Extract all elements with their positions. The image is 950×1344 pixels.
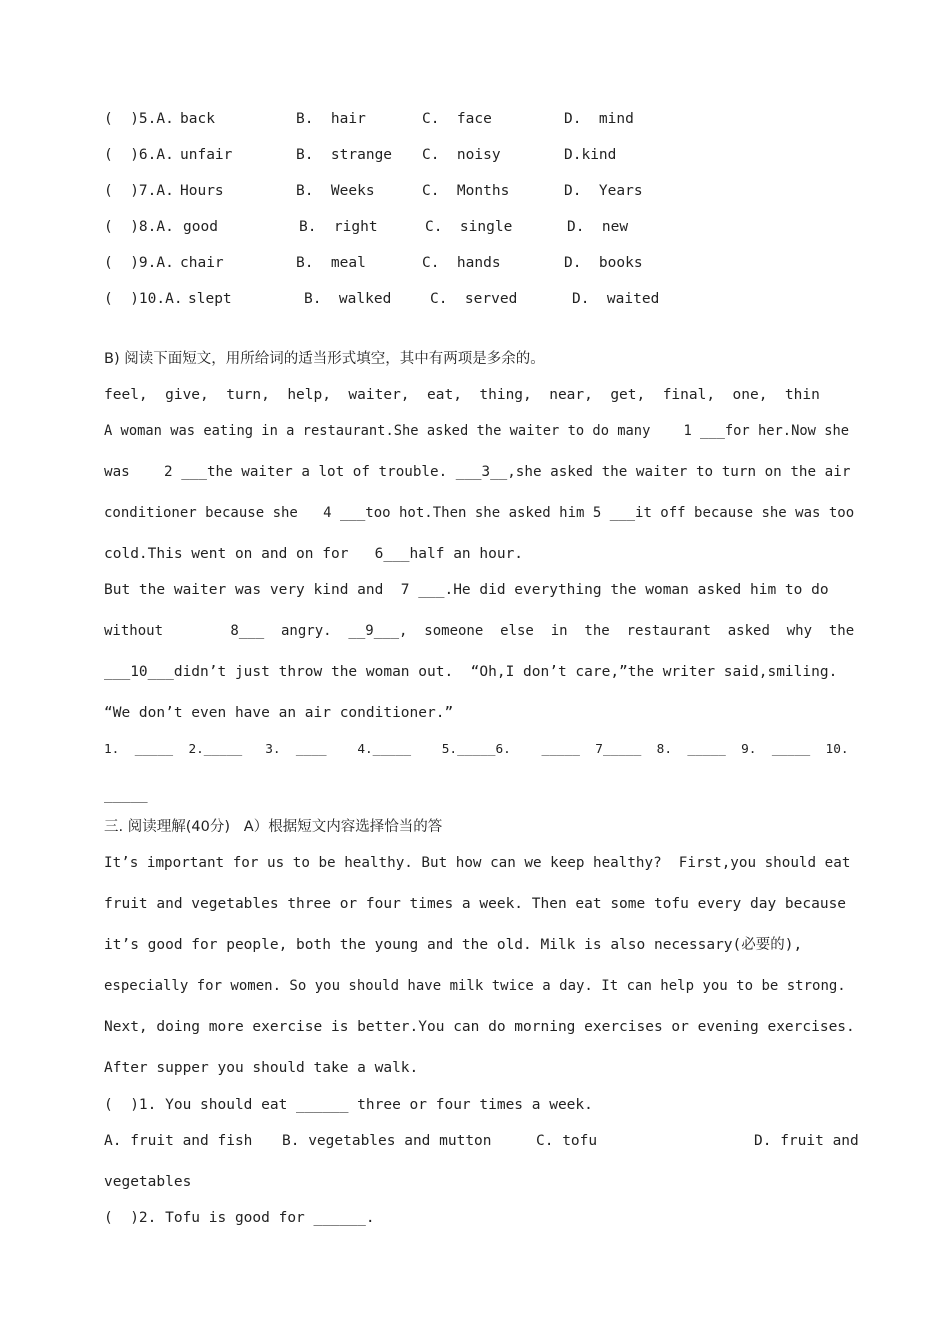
mc-option-a: chair (180, 255, 224, 271)
mc-option-a: good (183, 219, 218, 235)
passage-line: was 2 ___the waiter a lot of trouble. ___3__,she asked the waiter to turn on the air (104, 464, 851, 480)
mc-number: ( )6.A. (104, 147, 174, 163)
mc-option-d: D.kind (564, 147, 617, 163)
reading-line: It’s important for us to be healthy. But how can we keep healthy? First,you should eat (104, 855, 851, 871)
reading-line: Next, doing more exercise is better.You can do morning exercises or evening exercises. (104, 1019, 855, 1035)
reading-line: After supper you should take a walk. (104, 1060, 419, 1076)
question-1: ( )1. You should eat ______ three or four times a week. (104, 1097, 593, 1113)
answer-blanks-cont: _____ (104, 787, 148, 803)
mc-number: ( )7.A. (104, 183, 174, 199)
mc-option-a: Hours (180, 183, 224, 199)
mc-number: ( )10.A. (104, 291, 183, 307)
reading-line: especially for women. So you should have milk twice a day. It can help you to be strong. (104, 978, 846, 994)
mc-option-c: C. served (430, 291, 518, 307)
mc-option-c: C. hands (422, 255, 501, 271)
mc-option-c: C. face (422, 111, 492, 127)
mc-option-b: B. hair (296, 111, 366, 127)
mc-option-d: D. Years (564, 183, 643, 199)
mc-option-b: B. strange (296, 147, 393, 163)
mc-option-c: C. Months (422, 183, 510, 199)
passage-line: “We don’t even have an air conditioner.” (104, 705, 454, 721)
mc-option-d: D. waited (572, 291, 660, 307)
mc-option-a: unfair (180, 147, 233, 163)
word-bank: feel, give, turn, help, waiter, eat, thing, near, get, final, one, thin (104, 387, 820, 403)
reading-line: fruit and vegetables three or four times a week. Then eat some tofu every day because (104, 896, 847, 912)
passage-line: cold.This went on and on for 6___half an hour. (104, 546, 524, 562)
mc-option-c: C. single (425, 219, 513, 235)
passage-line: conditioner because she 4 ___too hot.Then she asked him 5 ___it off because she was too (104, 505, 855, 521)
q1-option-b: B. vegetables and mutton (282, 1133, 492, 1149)
mc-option-b: B. Weeks (296, 183, 375, 199)
mc-option-a: slept (188, 291, 232, 307)
passage-line: ___10___didn’t just throw the woman out. “Oh,I don’t care,”the writer said,smiling. (104, 664, 838, 680)
q1-option-d-cont: vegetables (104, 1174, 192, 1190)
mc-number: ( )9.A. (104, 255, 174, 271)
mc-option-b: B. walked (304, 291, 392, 307)
mc-option-d: D. new (567, 219, 629, 235)
mc-option-b: B. meal (296, 255, 366, 271)
answer-blanks: 1. _____ 2._____ 3. ____ 4._____ 5._____6. _____ 7_____ 8. _____ 9. _____ 10. (104, 742, 849, 757)
mc-number: ( )5.A. (104, 111, 174, 127)
reading-line: it’s good for people, both the young and the old. Milk is also necessary(必要的), (104, 937, 803, 953)
mc-option-d: D. mind (564, 111, 634, 127)
mc-option-b: B. right (299, 219, 378, 235)
mc-option-d: D. books (564, 255, 643, 271)
q1-option-c: C. tofu (536, 1133, 598, 1149)
q1-option-a: A. fruit and fish (104, 1133, 253, 1149)
passage-line: But the waiter was very kind and 7 ___.He did everything the woman asked him to do (104, 582, 829, 598)
mc-number: ( )8.A. (104, 219, 174, 235)
section-b-heading: B) 阅读下面短文，用所给词的适当形式填空，其中有两项是多余的。 (104, 351, 545, 367)
section-3-heading: 三. 阅读理解(40分) A）根据短文内容选择恰当的答 (104, 819, 443, 835)
passage-line: without 8___ angry. __9___, someone else in the restaurant asked why the (104, 623, 855, 639)
question-2: ( )2. Tofu is good for ______. (104, 1210, 375, 1226)
q1-option-d: D. fruit and (754, 1133, 859, 1149)
mc-option-c: C. noisy (422, 147, 501, 163)
passage-line: A woman was eating in a restaurant.She asked the waiter to do many 1 ___for her.Now she (104, 423, 850, 439)
mc-option-a: back (180, 111, 215, 127)
